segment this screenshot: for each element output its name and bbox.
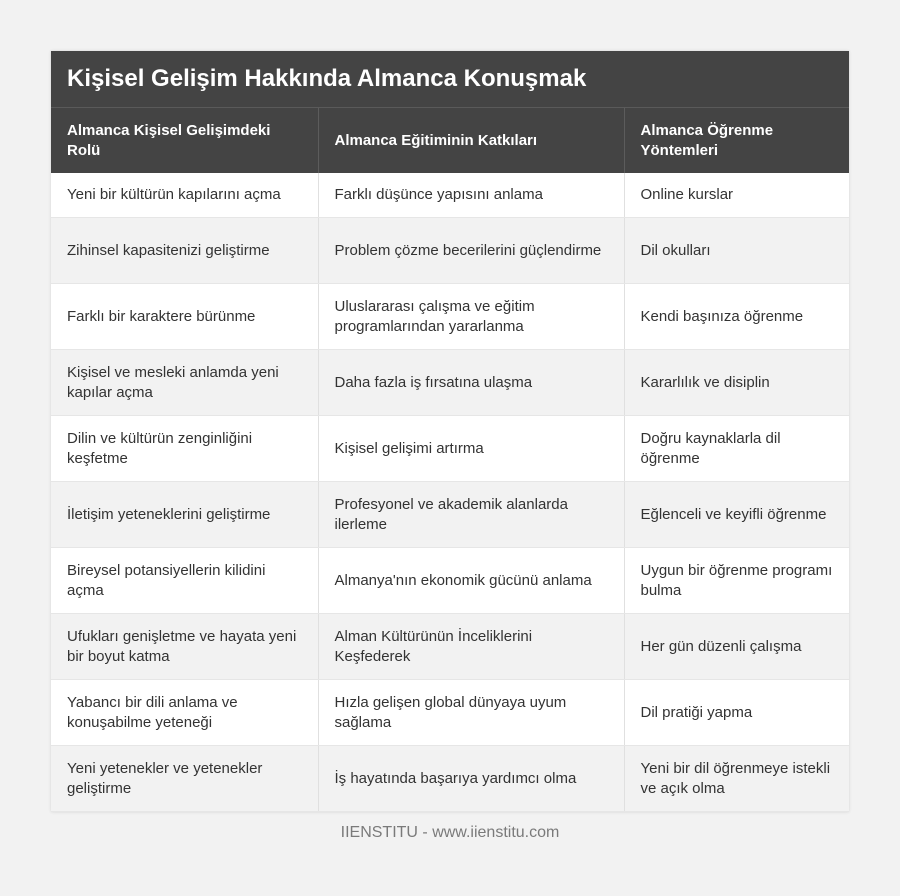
table-cell: Farklı bir karaktere bürünme: [51, 284, 318, 350]
table-row: [51, 284, 849, 350]
table-cell: Farklı düşünce yapısını anlama: [318, 173, 624, 218]
column-header: Almanca Eğitiminin Katkıları: [318, 108, 624, 173]
table-cell: Alman Kültürünün İnceliklerini Keşfederek: [318, 614, 624, 680]
column-header: Almanca Kişisel Gelişimdeki Rolü: [51, 108, 318, 173]
footer-credit: IIENSTITU - www.iienstitu.com: [340, 824, 560, 841]
table-cell: Dilin ve kültürün zenginliğini keşfetme: [51, 416, 318, 482]
table-card: [51, 51, 849, 812]
table-cell: Online kurslar: [624, 173, 849, 218]
table-cell: Bireysel potansiyellerin kilidini açma: [51, 548, 318, 614]
table-row: [51, 548, 849, 614]
table-cell: İletişim yeteneklerini geliştirme: [51, 482, 318, 548]
table-row: [51, 482, 849, 548]
title-bar: [51, 51, 849, 108]
table-cell: Yeni bir dil öğrenmeye istekli ve açık olma: [624, 746, 849, 812]
table-row: [51, 218, 849, 284]
column-header: Almanca Öğrenme Yöntemleri: [624, 108, 849, 173]
table-cell: Dil pratiği yapma: [624, 680, 849, 746]
table-cell: Daha fazla iş fırsatına ulaşma: [318, 350, 624, 416]
table-cell: Kararlılık ve disiplin: [624, 350, 849, 416]
table-cell: Kendi başınıza öğrenme: [624, 284, 849, 350]
page-title: Kişisel Gelişim Hakkında Almanca Konuşmak: [67, 65, 587, 92]
table-header-row: [51, 108, 849, 173]
table-row: [51, 416, 849, 482]
table-cell: Eğlenceli ve keyifli öğrenme: [624, 482, 849, 548]
table-cell: Dil okulları: [624, 218, 849, 284]
table-cell: Her gün düzenli çalışma: [624, 614, 849, 680]
table-cell: İş hayatında başarıya yardımcı olma: [318, 746, 624, 812]
table-row: [51, 350, 849, 416]
table-cell: Doğru kaynaklarla dil öğrenme: [624, 416, 849, 482]
table-cell: Yabancı bir dili anlama ve konuşabilme yeteneği: [51, 680, 318, 746]
table-cell: Yeni bir kültürün kapılarını açma: [51, 173, 318, 218]
table-row: [51, 680, 849, 746]
table-cell: Uygun bir öğrenme programı bulma: [624, 548, 849, 614]
table-cell: Uluslararası çalışma ve eğitim programlarından yararlanma: [318, 284, 624, 350]
table-row: [51, 614, 849, 680]
table-cell: Ufukları genişletme ve hayata yeni bir boyut katma: [51, 614, 318, 680]
table-row: [51, 173, 849, 218]
data-table: [51, 108, 849, 812]
table-cell: Kişisel gelişimi artırma: [318, 416, 624, 482]
table-row: [51, 746, 849, 812]
table-cell: Problem çözme becerilerini güçlendirme: [318, 218, 624, 284]
table-cell: Kişisel ve mesleki anlamda yeni kapılar açma: [51, 350, 318, 416]
table-cell: Yeni yetenekler ve yetenekler geliştirme: [51, 746, 318, 812]
table-cell: Zihinsel kapasitenizi geliştirme: [51, 218, 318, 284]
table-cell: Hızla gelişen global dünyaya uyum sağlama: [318, 680, 624, 746]
table-cell: Profesyonel ve akademik alanlarda ilerleme: [318, 482, 624, 548]
table-cell: Almanya'nın ekonomik gücünü anlama: [318, 548, 624, 614]
